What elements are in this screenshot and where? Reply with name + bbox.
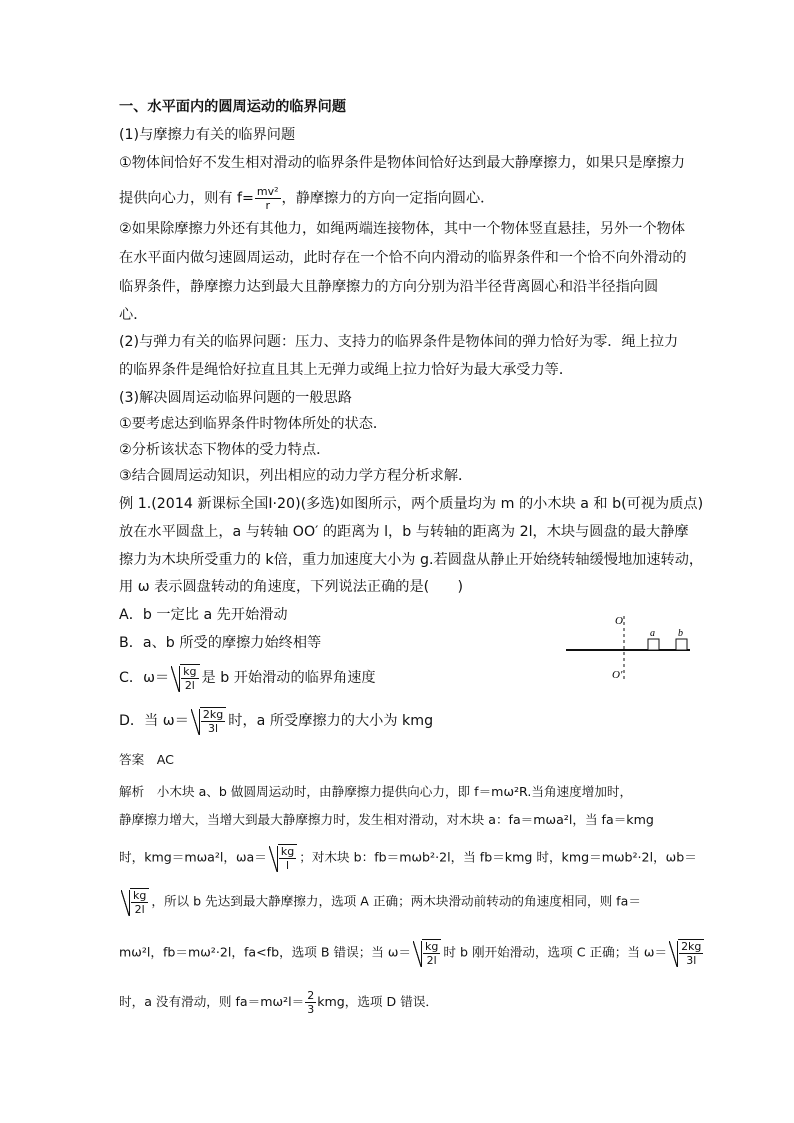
paragraph-line: (2)与弹力有关的临界问题：压力、支持力的临界条件是物体间的弹力恰好为零．绳上拉力 (119, 334, 679, 350)
fraction (201, 708, 225, 735)
fraction-denominator: 2l (134, 903, 145, 916)
text-span: mω²l，fb＝mω²·2l，fa<fb，选项 B 错误；当 ω＝ (119, 944, 412, 960)
example-line: 例 1.(2014 新课标全国Ⅰ·20)(多选)如图所示，两个质量均为 m 的小木块 a 和 b(可视为质点) (119, 496, 704, 512)
turntable-figure (562, 608, 694, 686)
paragraph-line-with-formula (119, 185, 494, 212)
fraction-denominator: r (265, 199, 270, 212)
example-line: 擦力为木块所受重力的 k倍，重力加速度大小为 g.若圆盘从静止开始绕转轴缓慢地加速转动， (119, 552, 704, 568)
solution-line-with-formula (119, 989, 438, 1016)
block-a-label: a (650, 628, 655, 639)
paragraph-line: 的临界条件是绳恰好拉直且其上无弹力或绳上拉力恰好为最大承受力等． (119, 362, 574, 378)
text-span: C．ω＝ (119, 670, 170, 686)
fraction-denominator: 3 (307, 1003, 315, 1016)
text-span: 时，a 没有滑动，则 fa＝mω²l＝ (119, 994, 305, 1009)
fraction-numerator: kg (133, 889, 147, 902)
text-span: ；对木块 b：fb＝mωb²·2l，当 fb＝kmg 时，kmg＝mωb²·2l，ωb＝ (299, 849, 697, 865)
paragraph-line: 心． (119, 307, 148, 323)
answer-label: 答案 AC (119, 752, 174, 767)
fraction-numerator: 2kg (681, 940, 702, 953)
text-span: 时 b 刚开始滑动，选项 C 正确；当 ω＝ (443, 944, 668, 960)
block-b-label: b (678, 628, 683, 639)
fraction-numerator: kg (183, 665, 197, 678)
option-b: B．a、b 所受的摩擦力始终相等 (119, 635, 322, 651)
fraction (131, 889, 148, 916)
fraction (305, 989, 316, 1016)
fraction-numerator: 2 (307, 989, 315, 1002)
solution-line-with-formula (119, 939, 706, 967)
paragraph-line: ①物体间恰好不发生相对滑动的临界条件是物体间恰好达到最大静摩擦力，如果只是摩擦力 (119, 155, 686, 171)
example-line: 放在水平圆盘上，a 与转轴 OO′ 的距离为 l，b 与转轴的距离为 2l，木块与圆盘的最大静摩 (119, 524, 689, 540)
square-root (171, 664, 199, 692)
fraction (255, 185, 281, 212)
text-span: kmg，选项 D 错误． (317, 994, 439, 1009)
fraction (279, 845, 296, 872)
paragraph-line: ②如果除摩擦力外还有其他力，如绳两端连接物体，其中一个物体竖直悬挂，另外一个物体 (119, 221, 686, 237)
square-root (191, 707, 226, 735)
fraction-numerator: 2kg (202, 708, 224, 721)
option-a: A．b 一定比 a 先开始滑动 (119, 607, 288, 623)
fraction (181, 665, 198, 692)
fraction-denominator: 3l (208, 722, 219, 735)
fraction (679, 940, 703, 967)
solution-line-with-formula (119, 844, 697, 872)
square-root (413, 939, 441, 967)
axis-label-o: O (615, 615, 623, 627)
subheading-approach: (3)解决圆周运动临界问题的一般思路 (119, 390, 352, 406)
example-line: 用 ω 表示圆盘转动的角速度，下列说法正确的是( ) (119, 579, 464, 595)
fraction-numerator: mv² (256, 185, 279, 198)
solution-line: 解析 小木块 a、b 做圆周运动时，由静摩擦力提供向心力，即 f＝mω²R.当角速度增加时， (119, 784, 633, 799)
fraction-denominator: 3l (686, 954, 697, 967)
step-item: ②分析该状态下物体的受力特点． (119, 442, 331, 458)
fraction-denominator: l (286, 859, 290, 872)
text-span: 时，a 所受摩擦力的大小为 kmg (228, 713, 434, 729)
paragraph-line: 临界条件，静摩擦力达到最大且静摩擦力的方向分别为沿半径背离圆心和沿半径指向圆 (119, 279, 659, 295)
option-d (119, 707, 433, 735)
text-span: ，所以 b 先达到最大静摩擦力，选项 A 正确；两木块滑动前转动的角速度相同，则 fa＝ (151, 893, 641, 909)
square-root (669, 939, 704, 967)
fraction-denominator: 2l (426, 954, 437, 967)
fraction-denominator: 2l (184, 679, 195, 692)
fraction-numerator: kg (425, 940, 439, 953)
paragraph-line: 在水平面内做匀速圆周运动，此时存在一个恰不向内滑动的临界条件和一个恰不向外滑动的 (119, 250, 687, 266)
text-span: 提供向心力，则有 f= (119, 190, 254, 207)
step-item: ①要考虑达到临界条件时物体所处的状态． (119, 416, 388, 432)
option-c (119, 664, 376, 692)
axis-label-o-prime: O′ (612, 669, 623, 681)
subheading-friction: (1)与摩擦力有关的临界问题 (119, 127, 296, 143)
fraction (423, 940, 440, 967)
fraction-numerator: kg (280, 845, 295, 858)
block-a (648, 639, 659, 650)
text-span: 是 b 开始滑动的临界角速度 (201, 670, 376, 686)
solution-line-with-formula (119, 888, 641, 916)
square-root (121, 888, 149, 916)
text-span: ，静摩擦力的方向一定指向圆心． (281, 190, 495, 207)
step-item: ③结合圆周运动知识，列出相应的动力学方程分析求解． (119, 468, 473, 484)
block-b (676, 639, 687, 650)
section-title: 一、水平面内的圆周运动的临界问题 (119, 99, 347, 115)
text-span: 时，kmg＝mωa²l，ωa＝ (119, 849, 267, 865)
solution-line: 静摩擦力增大，当增大到最大静摩擦力时，发生相对滑动，对木块 a：fa＝mωa²l，当 fa＝kmg (119, 812, 654, 827)
text-span: D．当 ω＝ (119, 713, 189, 729)
square-root (269, 844, 297, 872)
